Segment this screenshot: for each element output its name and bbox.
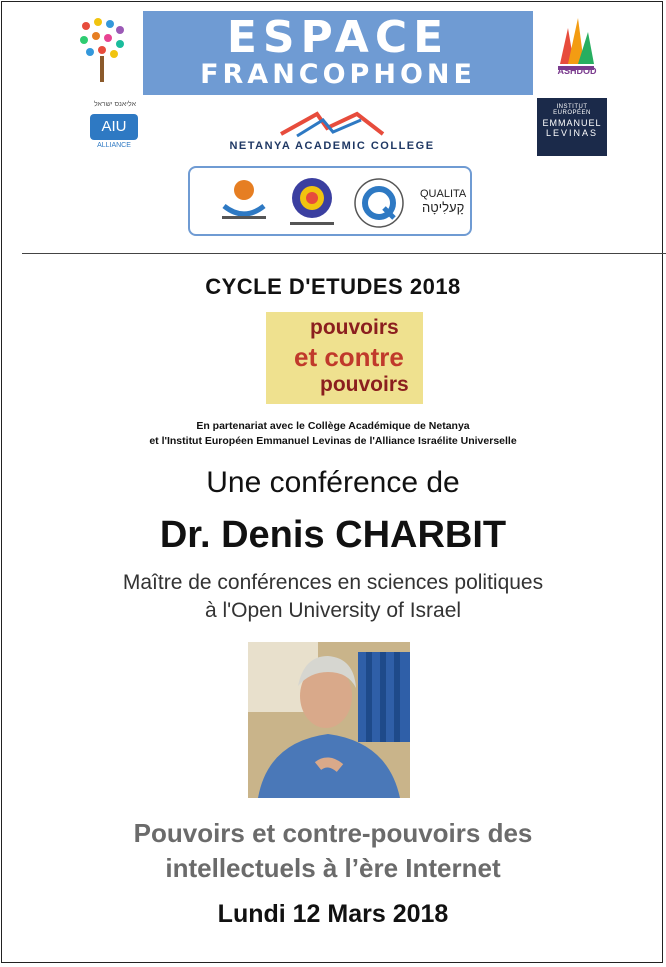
levinas-label-line1: INSTITUT EUROPÉEN: [553, 104, 591, 116]
banner-title-line1: ESPACE: [226, 12, 450, 63]
talk-title-line2: intellectuels à l’ère Internet: [165, 853, 501, 883]
levinas-label-line3: LEVINAS: [545, 128, 599, 138]
netanya-college-logo-icon: [277, 110, 387, 138]
partnership-line1: En partenariat avec le Collège Académique de Netanya: [196, 420, 470, 432]
banner-title-line2: FRANCOPHONE: [200, 59, 476, 90]
espace-francophone-banner: [143, 11, 533, 95]
partner-logos-box: [188, 166, 472, 236]
levinas-label-line2: EMMANUEL: [542, 118, 602, 128]
qualita-logo: [420, 188, 466, 215]
emblem-circle-icon: [286, 174, 338, 230]
tree-logo-icon: [76, 16, 128, 86]
speaker-photo: [248, 642, 410, 798]
aiu-logo: AIU: [90, 114, 138, 140]
pouvoirs-logo: [266, 312, 423, 404]
emblem-orange-icon: [216, 176, 272, 226]
header-divider: [22, 253, 666, 254]
alliance-label: ALLIANCE: [97, 142, 131, 149]
pouvoirs-logo-line1: pouvoirs: [310, 316, 399, 339]
event-date: Lundi 12 Mars 2018: [217, 900, 449, 928]
pouvoirs-logo-line2: et contre: [294, 342, 404, 372]
flyer-page: [1, 1, 663, 963]
speaker-name: Dr. Denis CHARBIT: [159, 514, 507, 556]
talk-title-line1: Pouvoirs et contre-pouvoirs des: [133, 818, 533, 848]
quality-seal-icon: [352, 176, 406, 230]
qualita-hebrew-label: קָעלִיטָה: [422, 200, 465, 215]
aiu-hebrew-label: אליאנס ישראל: [93, 101, 137, 108]
pouvoirs-logo-line3: pouvoirs: [320, 373, 409, 396]
conference-intro: Une conférence de: [206, 466, 460, 499]
levinas-institute-logo: [537, 98, 607, 156]
talk-title: [2, 816, 664, 886]
partnership-line2: et l'Institut Européen Emmanuel Levinas de l'Alliance Israélite Universelle: [149, 435, 517, 447]
cycle-title: CYCLE D'ETUDES 2018: [205, 274, 461, 299]
qualita-label: QUALITA: [420, 188, 467, 200]
speaker-role-line1: Maître de conférences en sciences politiques: [122, 571, 544, 594]
speaker-role-line2: à l'Open University of Israel: [204, 599, 462, 622]
ashdod-label: ASHDOD: [557, 66, 597, 76]
netanya-college-label: NETANYA ACADEMIC COLLEGE: [229, 140, 435, 152]
